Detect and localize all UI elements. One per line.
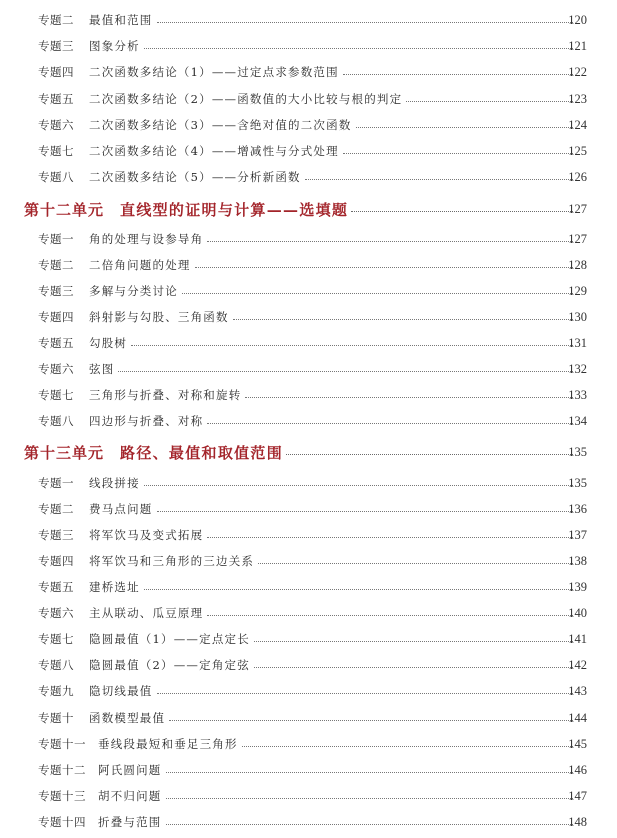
dot-leader	[169, 720, 573, 721]
page-number: 120	[568, 12, 587, 27]
unit-heading-12[interactable]	[0, 196, 617, 222]
toc-entry[interactable]	[0, 574, 617, 600]
topic-title: 胡不归问题	[98, 789, 162, 803]
page-number: 132	[568, 361, 587, 376]
page-number: 135	[568, 475, 587, 490]
dot-leader	[258, 563, 573, 564]
page-number: 127	[568, 231, 587, 246]
topic-label: 专题十三	[38, 789, 86, 803]
topic-title: 二次函数多结论（2）——函数值的大小比较与根的判定	[89, 92, 403, 106]
topic-label: 专题五	[38, 580, 74, 594]
topic-title: 四边形与折叠、对称	[89, 414, 204, 428]
topic-label: 专题八	[38, 658, 74, 672]
dot-leader	[343, 153, 573, 154]
topic-label: 专题一	[38, 232, 74, 246]
toc-entry[interactable]	[0, 7, 617, 33]
toc-entry[interactable]	[0, 548, 617, 574]
toc-entry[interactable]	[0, 522, 617, 548]
topic-title: 垂线段最短和垂足三角形	[98, 737, 238, 751]
topic-label: 专题六	[38, 118, 74, 132]
topic-label: 专题四	[38, 554, 74, 568]
page-number: 130	[568, 309, 587, 324]
topic-label: 专题八	[38, 170, 74, 184]
dot-leader	[195, 267, 573, 268]
dot-leader	[286, 454, 573, 455]
unit-heading-13[interactable]	[0, 439, 617, 465]
toc-entry[interactable]	[0, 809, 617, 835]
dot-leader	[144, 485, 573, 486]
toc-entry[interactable]	[0, 652, 617, 678]
topic-label: 专题九	[38, 684, 74, 698]
page-number: 122	[568, 64, 587, 79]
topic-title: 建桥选址	[89, 580, 140, 594]
topic-label: 专题四	[38, 65, 74, 79]
page-number: 146	[568, 762, 587, 777]
page-number: 135	[568, 444, 587, 459]
dot-leader	[166, 824, 574, 825]
dot-leader	[254, 641, 573, 642]
page-number: 127	[568, 201, 587, 216]
topic-title: 将军饮马和三角形的三边关系	[89, 554, 255, 568]
topic-title: 隐切线最值	[89, 684, 153, 698]
page-number: 138	[568, 553, 587, 568]
dot-leader	[242, 746, 573, 747]
toc-entry[interactable]	[0, 86, 617, 112]
page-number: 137	[568, 527, 587, 542]
topic-title: 函数模型最值	[89, 711, 166, 725]
page-number: 144	[568, 710, 587, 725]
dot-leader	[305, 179, 573, 180]
topic-title: 二次函数多结论（1）——过定点求参数范围	[89, 65, 339, 79]
dot-leader	[157, 693, 574, 694]
topic-label: 专题六	[38, 606, 74, 620]
dot-leader	[207, 241, 573, 242]
toc-entry[interactable]	[0, 382, 617, 408]
unit-title: 路径、最值和取值范围	[120, 443, 284, 462]
dot-leader	[144, 48, 573, 49]
page-number: 134	[568, 413, 587, 428]
topic-title: 最值和范围	[89, 13, 153, 27]
topic-title: 三角形与折叠、对称和旋转	[89, 388, 242, 402]
dot-leader	[356, 127, 573, 128]
dot-leader	[406, 101, 573, 102]
page-number: 123	[568, 91, 587, 106]
topic-label: 专题八	[38, 414, 74, 428]
toc-entry[interactable]	[0, 252, 617, 278]
topic-label: 专题十二	[38, 763, 86, 777]
toc-entry[interactable]	[0, 138, 617, 164]
dot-leader	[351, 211, 573, 212]
page-number: 128	[568, 257, 587, 272]
page-number: 141	[568, 631, 587, 646]
dot-leader	[207, 423, 573, 424]
toc-entry[interactable]	[0, 600, 617, 626]
topic-label: 专题三	[38, 284, 74, 298]
dot-leader	[343, 74, 573, 75]
topic-label: 专题三	[38, 39, 74, 53]
topic-title: 二倍角问题的处理	[89, 258, 191, 272]
topic-label: 专题五	[38, 92, 74, 106]
page-number: 126	[568, 169, 587, 184]
page-number: 140	[568, 605, 587, 620]
toc-entry[interactable]	[0, 164, 617, 190]
topic-label: 专题一	[38, 476, 74, 490]
topic-label: 专题十一	[38, 737, 86, 751]
topic-title: 勾股树	[89, 336, 128, 350]
unit-label: 第十三单元	[24, 443, 105, 462]
dot-leader	[254, 667, 573, 668]
topic-title: 多解与分类讨论	[89, 284, 178, 298]
toc-entry[interactable]	[0, 783, 617, 809]
page-number: 124	[568, 117, 587, 132]
toc-entry[interactable]	[0, 705, 617, 731]
topic-title: 费马点问题	[89, 502, 153, 516]
topic-label: 专题七	[38, 632, 74, 646]
topic-title: 隐圆最值（1）——定点定长	[89, 632, 250, 646]
topic-title: 线段拼接	[89, 476, 140, 490]
topic-title: 角的处理与设参导角	[89, 232, 204, 246]
toc-entry[interactable]	[0, 356, 617, 382]
dot-leader	[182, 293, 573, 294]
toc-entry[interactable]	[0, 678, 617, 704]
page-number: 133	[568, 387, 587, 402]
dot-leader	[118, 371, 573, 372]
topic-title: 二次函数多结论（4）——增减性与分式处理	[89, 144, 339, 158]
toc-entry[interactable]	[0, 626, 617, 652]
page-number: 131	[568, 335, 587, 350]
topic-title: 折叠与范围	[98, 815, 162, 829]
page-number: 129	[568, 283, 587, 298]
topic-label: 专题六	[38, 362, 74, 376]
topic-label: 专题二	[38, 13, 74, 27]
page-number: 121	[568, 38, 587, 53]
topic-title: 二次函数多结论（3）——含绝对值的二次函数	[89, 118, 352, 132]
dot-leader	[157, 511, 574, 512]
topic-title: 斜射影与勾股、三角函数	[89, 310, 229, 324]
dot-leader	[233, 319, 573, 320]
dot-leader	[207, 615, 573, 616]
toc-entry[interactable]	[0, 112, 617, 138]
topic-label: 专题二	[38, 258, 74, 272]
toc-entry[interactable]	[0, 731, 617, 757]
unit-title: 直线型的证明与计算——选填题	[120, 200, 349, 219]
page-number: 145	[568, 736, 587, 751]
topic-title: 将军饮马及变式拓展	[89, 528, 204, 542]
topic-title: 图象分析	[89, 39, 140, 53]
topic-title: 主从联动、瓜豆原理	[89, 606, 204, 620]
page-number: 148	[568, 814, 587, 829]
toc-entry[interactable]	[0, 470, 617, 496]
dot-leader	[207, 537, 573, 538]
dot-leader	[166, 798, 574, 799]
dot-leader	[166, 772, 574, 773]
topic-label: 专题七	[38, 144, 74, 158]
page-number: 136	[568, 501, 587, 516]
page-number: 139	[568, 579, 587, 594]
topic-label: 专题十四	[38, 815, 86, 829]
dot-leader	[144, 589, 573, 590]
topic-label: 专题七	[38, 388, 74, 402]
unit-label: 第十二单元	[24, 200, 105, 219]
page-number: 147	[568, 788, 587, 803]
topic-title: 阿氏圆问题	[98, 763, 162, 777]
dot-leader	[131, 345, 573, 346]
topic-title: 二次函数多结论（5）——分析新函数	[89, 170, 301, 184]
toc-entry[interactable]	[0, 304, 617, 330]
toc-entry[interactable]	[0, 226, 617, 252]
toc-entry[interactable]	[0, 59, 617, 85]
topic-label: 专题四	[38, 310, 74, 324]
topic-title: 弦图	[89, 362, 115, 376]
dot-leader	[245, 397, 573, 398]
toc-entry[interactable]	[0, 496, 617, 522]
topic-label: 专题三	[38, 528, 74, 542]
page-number: 142	[568, 657, 587, 672]
page-number: 125	[568, 143, 587, 158]
toc-entry[interactable]	[0, 330, 617, 356]
topic-label: 专题十	[38, 711, 74, 725]
toc-entry[interactable]	[0, 33, 617, 59]
topic-label: 专题五	[38, 336, 74, 350]
toc-entry[interactable]	[0, 408, 617, 434]
page-number: 143	[568, 683, 587, 698]
dot-leader	[157, 22, 574, 23]
toc-entry[interactable]	[0, 757, 617, 783]
topic-title: 隐圆最值（2）——定角定弦	[89, 658, 250, 672]
toc-entry[interactable]	[0, 278, 617, 304]
topic-label: 专题二	[38, 502, 74, 516]
